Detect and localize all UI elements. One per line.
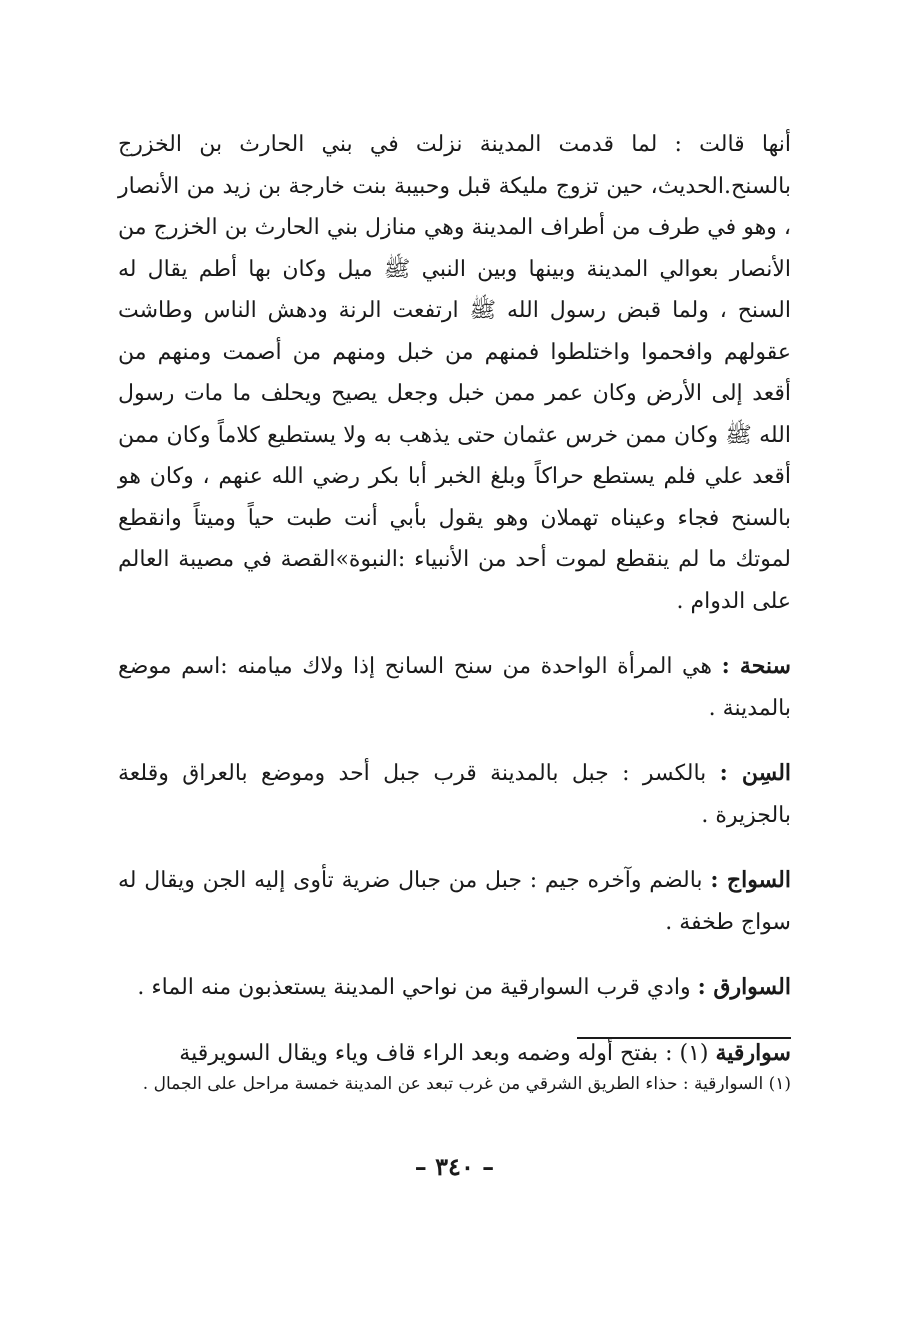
entry-term: السِن : xyxy=(719,760,792,786)
footnote: (١) السوارقية : حذاء الطريق الشرقي من غرب تبعد عن المدينة خمسة مراحل على الجمال . xyxy=(142,1074,791,1094)
paragraph-1 xyxy=(118,124,791,622)
entry-body: (١) : بفتح أوله وضمه وبعد الراء قاف وياء ويقال السويرقية xyxy=(179,1040,716,1066)
page-number: – ٣٤٠ – xyxy=(414,1152,495,1181)
entry-body: وادي قرب السوارقية من نواحي المدينة يستعذبون منه الماء . xyxy=(137,975,698,1000)
paragraph-1-body: أنها قالت : لما قدمت المدينة نزلت في بني الحارث بن الخزرج بالسنح.الحديث، حين تزوج مليكة قبل وحبيبة بنت خارجة بن زيد من الأنصار ، وهو في طرف من أطراف المدينة وهي منازل بني الحارث بن الخزرج من الأنصار بعوالي المدينة وبينها وبين النبي ﷺ ميل وكان بها أطم يقال له السنح ، ولما قبض رسول الله ﷺ ارتفعت الرنة ودهش الناس وطاشت عقولهم وافحموا واختلطوا فمنهم من خبل ومنهم من أصمت ومنهم من أقعد إلى الأرض وكان عمر ممن خبل وجعل يصيح ويحلف ما مات رسول الله ﷺ وكان ممن خرس عثمان حتى يذهب به ولا يستطيع كلاماً وكان ممن أقعد علي فلم يستطع حراكاً وبلغ الخبر أبا بكر رضي الله عنهم ، وكان هو بالسنح فجاء وعيناه تهملان وهو يقول بأبي أنت طبت حياً وميتاً وانقطع لموتك ما لم ينقطع لموت أحد من الأنبياء :النبوة»القصة في مصيبة العالم على الدوام . xyxy=(118,132,791,614)
entry-body: هي المرأة الواحدة من سنح السانح إذا ولاك ميامنه :اسم موضع بالمدينة . xyxy=(118,654,791,721)
footnote-separator xyxy=(577,1037,791,1039)
entry-term: السواج : xyxy=(710,867,791,893)
entry-al-sin xyxy=(118,753,791,836)
entry-al-sawaj xyxy=(118,860,791,943)
entry-sanha xyxy=(118,646,791,729)
entry-term: السوارق : xyxy=(697,974,791,1000)
entry-al-sawariq xyxy=(118,967,791,1009)
entry-body: بالضم وآخره جيم : جبل من جبال ضرية تأوى إليه الجن ويقال له سواج طخفة . xyxy=(118,868,791,935)
entry-term: سوارقية xyxy=(715,1039,791,1066)
entry-term: سنحة : xyxy=(721,653,791,679)
entry-body: بالكسر : جبل بالمدينة قرب جبل أحد وموضع بالعراق وقلعة بالجزيرة . xyxy=(118,761,791,828)
main-text xyxy=(118,124,791,1074)
